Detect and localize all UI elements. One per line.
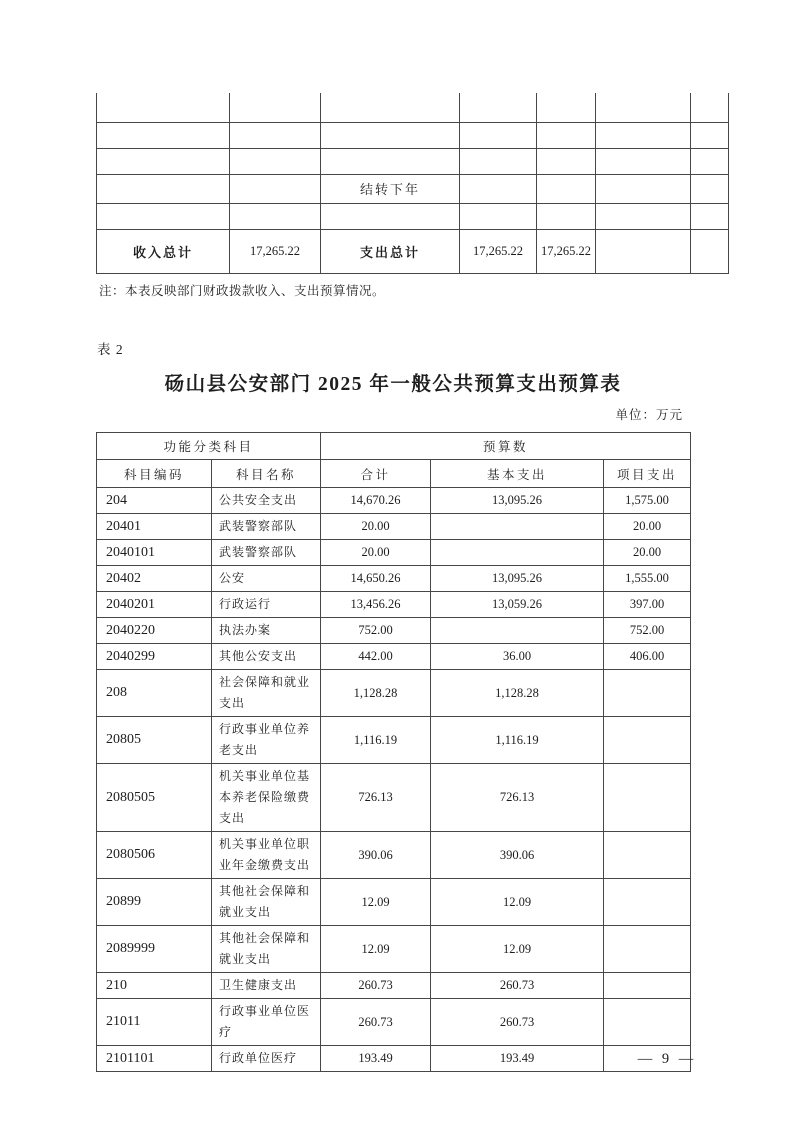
- subject-name-cell: 行政事业单位医疗: [212, 999, 321, 1046]
- table-row: [97, 973, 691, 999]
- basic-expenditure-cell: 12.09: [431, 926, 604, 973]
- project-expenditure-cell: [604, 832, 691, 879]
- table-row: [97, 122, 729, 148]
- table-cell: [537, 122, 596, 148]
- table-row: [97, 832, 691, 879]
- table-cell: [321, 148, 460, 174]
- total-cell: 752.00: [321, 618, 431, 644]
- table-cell: [460, 203, 537, 229]
- table-cell: [691, 229, 729, 273]
- subject-name-cell: 机关事业单位职业年金缴费支出: [212, 832, 321, 879]
- table-cell: [321, 122, 460, 148]
- table-row: [97, 488, 691, 514]
- project-expenditure-cell: 1,575.00: [604, 488, 691, 514]
- table-row: [97, 229, 729, 273]
- subject-code-cell: 208: [97, 670, 212, 717]
- table-row: [97, 174, 729, 203]
- subject-code-cell: 2040201: [97, 592, 212, 618]
- subject-code-cell: 2080506: [97, 832, 212, 879]
- table-note: 注：本表反映部门财政拨款收入、支出预算情况。: [99, 284, 386, 298]
- basic-expenditure-cell: 1,128.28: [431, 670, 604, 717]
- subject-code-cell: 20402: [97, 566, 212, 592]
- table-cell: [97, 174, 230, 203]
- project-expenditure-cell: [604, 926, 691, 973]
- subject-name-cell: 行政单位医疗: [212, 1046, 321, 1072]
- project-expenditure-cell: [604, 670, 691, 717]
- subject-name-cell: 其他社会保障和就业支出: [212, 926, 321, 973]
- project-expenditure-cell: [604, 764, 691, 832]
- table-row: [97, 540, 691, 566]
- table-cell: [691, 203, 729, 229]
- header-total: 合计: [321, 460, 431, 488]
- subject-code-cell: 21011: [97, 999, 212, 1046]
- table-cell: [537, 174, 596, 203]
- table-cell: 收入总计: [97, 229, 230, 273]
- unit-label: 单位：万元: [615, 408, 683, 422]
- table-row: [97, 879, 691, 926]
- table-row: [97, 592, 691, 618]
- project-expenditure-cell: 406.00: [604, 644, 691, 670]
- page-number: — 9 —: [637, 1051, 697, 1067]
- subject-name-cell: 其他社会保障和就业支出: [212, 879, 321, 926]
- header-subject-code: 科目编码: [97, 460, 212, 488]
- project-expenditure-cell: 397.00: [604, 592, 691, 618]
- subject-name-cell: 社会保障和就业支出: [212, 670, 321, 717]
- table-row: [97, 999, 691, 1046]
- table-cell: [97, 122, 230, 148]
- table-cell: [460, 122, 537, 148]
- income-expenditure-summary-table: [96, 93, 729, 274]
- subject-name-cell: 其他公安支出: [212, 644, 321, 670]
- basic-expenditure-cell: [431, 618, 604, 644]
- table-cell: [97, 148, 230, 174]
- table-row: [97, 717, 691, 764]
- subject-name-cell: 武装警察部队: [212, 540, 321, 566]
- subject-code-cell: 2080505: [97, 764, 212, 832]
- table-cell: [691, 148, 729, 174]
- table-cell: [537, 148, 596, 174]
- basic-expenditure-cell: [431, 540, 604, 566]
- table-cell: [230, 174, 321, 203]
- project-expenditure-cell: 752.00: [604, 618, 691, 644]
- table-cell: 支出总计: [321, 229, 460, 273]
- subject-name-cell: 执法办案: [212, 618, 321, 644]
- project-expenditure-cell: 20.00: [604, 514, 691, 540]
- total-cell: 193.49: [321, 1046, 431, 1072]
- total-cell: 12.09: [321, 926, 431, 973]
- budget-expenditure-table: [96, 432, 691, 1072]
- total-cell: 390.06: [321, 832, 431, 879]
- table-cell: [230, 93, 321, 122]
- subject-code-cell: 204: [97, 488, 212, 514]
- subject-name-cell: 机关事业单位基本养老保险缴费支出: [212, 764, 321, 832]
- table-cell: 17,265.22: [230, 229, 321, 273]
- table-cell: [596, 229, 691, 273]
- table-cell: [537, 203, 596, 229]
- subject-code-cell: 20401: [97, 514, 212, 540]
- table-cell: [321, 203, 460, 229]
- table-cell: [230, 148, 321, 174]
- subject-name-cell: 公共安全支出: [212, 488, 321, 514]
- basic-expenditure-cell: 390.06: [431, 832, 604, 879]
- basic-expenditure-cell: 260.73: [431, 973, 604, 999]
- project-expenditure-cell: [604, 879, 691, 926]
- subject-code-cell: 20899: [97, 879, 212, 926]
- main-table-body: [97, 488, 691, 1072]
- total-cell: 442.00: [321, 644, 431, 670]
- subject-code-cell: 2040220: [97, 618, 212, 644]
- table-cell: [596, 203, 691, 229]
- project-expenditure-cell: [604, 973, 691, 999]
- header-subject-name: 科目名称: [212, 460, 321, 488]
- table-row: [97, 1046, 691, 1072]
- table-cell: [537, 93, 596, 122]
- subject-code-cell: 20805: [97, 717, 212, 764]
- table-cell: [97, 203, 230, 229]
- table-cell: [460, 93, 537, 122]
- subject-name-cell: 武装警察部队: [212, 514, 321, 540]
- subject-code-cell: 210: [97, 973, 212, 999]
- total-cell: 14,650.26: [321, 566, 431, 592]
- total-cell: 20.00: [321, 540, 431, 566]
- table-row: [97, 764, 691, 832]
- table-row: [97, 514, 691, 540]
- total-cell: 260.73: [321, 999, 431, 1046]
- subject-name-cell: 行政运行: [212, 592, 321, 618]
- table-cell: [321, 93, 460, 122]
- header-budget-figures: 预算数: [321, 433, 691, 460]
- table-cell: [460, 148, 537, 174]
- basic-expenditure-cell: 36.00: [431, 644, 604, 670]
- header-functional-classification: 功能分类科目: [97, 433, 321, 460]
- subject-code-cell: 2040101: [97, 540, 212, 566]
- table-cell: [596, 122, 691, 148]
- total-cell: 20.00: [321, 514, 431, 540]
- table-row: [97, 618, 691, 644]
- table-cell: [691, 174, 729, 203]
- table-cell: 结转下年: [321, 174, 460, 203]
- table-row: [97, 566, 691, 592]
- project-expenditure-cell: [604, 717, 691, 764]
- total-cell: 1,128.28: [321, 670, 431, 717]
- subject-code-cell: 2089999: [97, 926, 212, 973]
- subject-code-cell: 2101101: [97, 1046, 212, 1072]
- project-expenditure-cell: 20.00: [604, 540, 691, 566]
- table-row: [97, 670, 691, 717]
- table-cell: [691, 93, 729, 122]
- total-cell: 14,670.26: [321, 488, 431, 514]
- table-cell: [230, 203, 321, 229]
- subject-name-cell: 公安: [212, 566, 321, 592]
- table2-title: 砀山县公安部门 2025 年一般公共预算支出预算表: [164, 374, 622, 395]
- table-cell: [97, 93, 230, 122]
- total-cell: 13,456.26: [321, 592, 431, 618]
- basic-expenditure-cell: 726.13: [431, 764, 604, 832]
- table2-label: 表 2: [97, 342, 124, 357]
- basic-expenditure-cell: 13,095.26: [431, 488, 604, 514]
- basic-expenditure-cell: 1,116.19: [431, 717, 604, 764]
- table-row: [97, 644, 691, 670]
- total-cell: 1,116.19: [321, 717, 431, 764]
- project-expenditure-cell: [604, 999, 691, 1046]
- top-table-body: [97, 93, 729, 273]
- table-cell: [691, 122, 729, 148]
- total-cell: 12.09: [321, 879, 431, 926]
- total-cell: 726.13: [321, 764, 431, 832]
- table-cell: [230, 122, 321, 148]
- header-columns-row: [97, 460, 691, 488]
- header-project-expenditure: 项目支出: [604, 460, 691, 488]
- basic-expenditure-cell: 260.73: [431, 999, 604, 1046]
- basic-expenditure-cell: [431, 514, 604, 540]
- basic-expenditure-cell: 12.09: [431, 879, 604, 926]
- basic-expenditure-cell: 13,095.26: [431, 566, 604, 592]
- table-cell: [596, 93, 691, 122]
- basic-expenditure-cell: 193.49: [431, 1046, 604, 1072]
- table-cell: [596, 148, 691, 174]
- basic-expenditure-cell: 13,059.26: [431, 592, 604, 618]
- table-row: [97, 148, 729, 174]
- table-cell: 17,265.22: [460, 229, 537, 273]
- table-row: [97, 203, 729, 229]
- project-expenditure-cell: 1,555.00: [604, 566, 691, 592]
- total-cell: 260.73: [321, 973, 431, 999]
- subject-code-cell: 2040299: [97, 644, 212, 670]
- table-row: [97, 926, 691, 973]
- subject-name-cell: 卫生健康支出: [212, 973, 321, 999]
- table-row: [97, 93, 729, 122]
- table-cell: [596, 174, 691, 203]
- table-cell: 17,265.22: [537, 229, 596, 273]
- subject-name-cell: 行政事业单位养老支出: [212, 717, 321, 764]
- table-cell: [460, 174, 537, 203]
- header-group-row: [97, 433, 691, 460]
- header-basic-expenditure: 基本支出: [431, 460, 604, 488]
